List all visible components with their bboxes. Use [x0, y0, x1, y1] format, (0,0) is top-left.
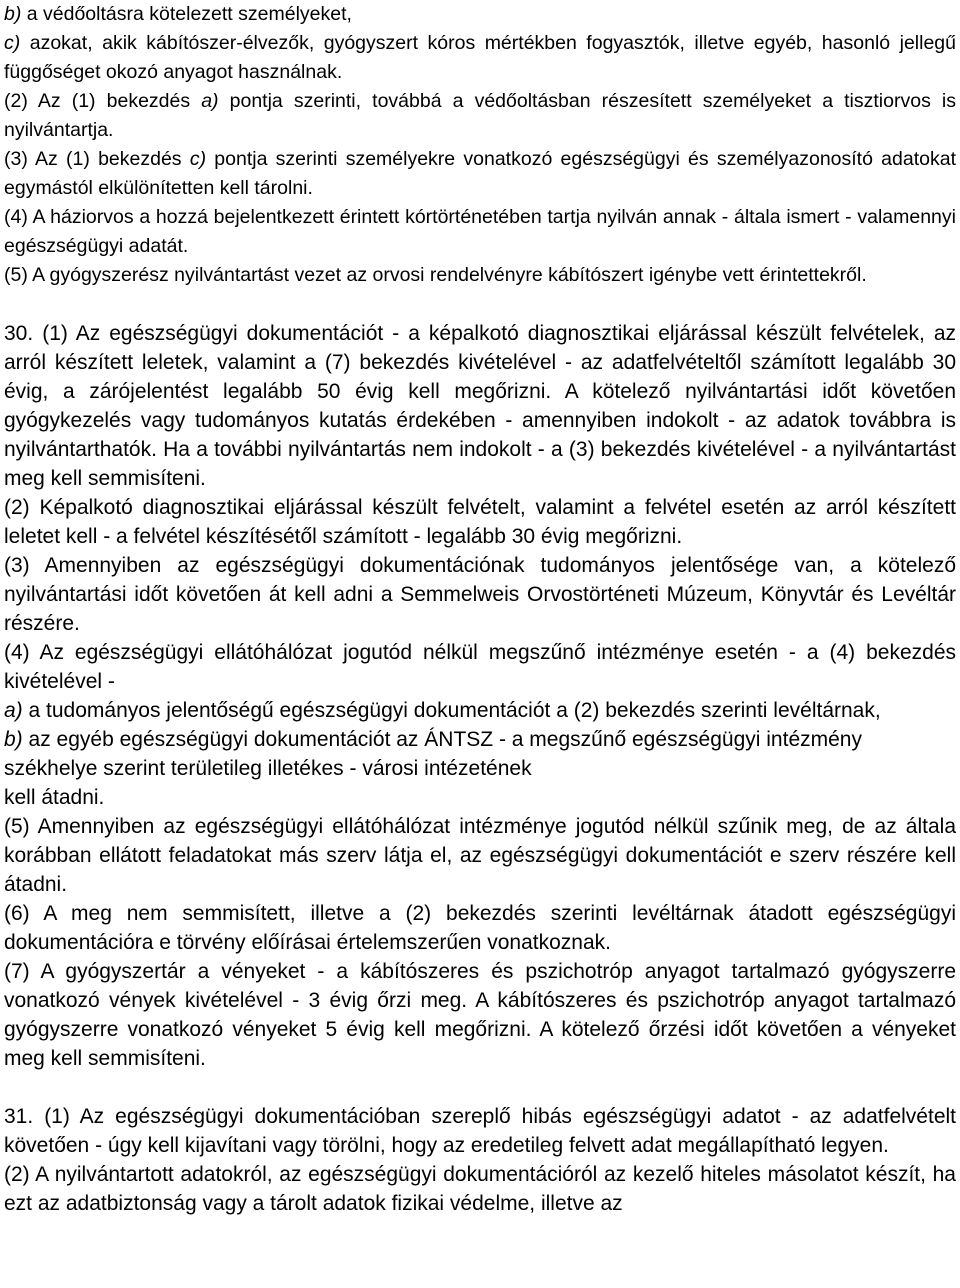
point-marker: a) [201, 90, 219, 112]
paragraph-text: pontja szerinti, továbbá a védőoltásban részesített személyeket a tisztiorvos is nyilvántartja. [4, 90, 956, 141]
paragraph-text: azokat, akik kábítószer-élvezők, gyógyszert kóros mértékben fogyasztók, illetve egyéb, hasonló jellegű függőséget okozó anyagot használnak. [4, 32, 956, 83]
paragraph-text: a tudományos jelentőségű egészségügyi dokumentációt a (2) bekezdés szerinti levéltárnak, [22, 699, 881, 722]
point-marker: a) [4, 699, 23, 722]
paragraph-text: (5) A gyógyszerész nyilvántartást vezet az orvosi rendelvényre kábítószert igénybe vett érintettekről. [4, 264, 867, 286]
point-marker: c) [189, 148, 207, 170]
paragraph [4, 638, 956, 696]
paragraph-text: (7) A gyógyszertár a vényeket - a kábítószeres és pszichotróp anyagot tartalmazó gyógyszerre vonatkozó vények kivételével - 3 évig őrzi meg. A kábítószeres és pszichotróp anyagot tartalmazó gyógyszerre vonatkozó vényeket 5 évig kell megőrizni. A kötelező őrzési időt követően a vényeket meg kell semmisíteni. [4, 960, 956, 1070]
paragraph-text: kell átadni. [4, 786, 105, 809]
section-30 [4, 319, 956, 1073]
paragraph [4, 1102, 956, 1160]
section-gap [4, 1073, 956, 1102]
paragraph-text: (4) Az egészségügyi ellátóhálózat jogutód nélkül megszűnő intézménye esetén - a (4) bekezdés kivételével - [4, 641, 956, 693]
point-marker: b) [4, 3, 22, 25]
paragraph-text: (1) Az egészségügyi dokumentációt - a képalkotó diagnosztikai eljárással készült felvételek, az arról készített leletek, valamint a (7) bekezdés kivételével - az adatfelvételtől számított legalább 30 évig, a zárójelentést legalább 50 évig kell megőrizni. A kötelező nyilvántartási időt követően gyógykezelés vagy tudományos kutatás érdekében - amennyiben indokolt - az adatok továbbra is nyilvántarthatók. Ha a további nyilvántartás nem indokolt - a (3) bekezdés kivételével - a nyilvántartást meg kell semmisíteni. [4, 322, 957, 490]
paragraph [4, 319, 956, 493]
paragraph [4, 1160, 956, 1218]
paragraph-text: (3) Amennyiben az egészségügyi dokumentációnak tudományos jelentősége van, a kötelező nyilvántartási időt követően át kell adni a Semmelweis Orvostörténeti Múzeum, Könyvtár és Levéltár részére. [4, 554, 956, 635]
paragraph [4, 551, 956, 638]
paragraph-text: (3) Az (1) bekezdés [4, 148, 190, 170]
section-gap [4, 290, 956, 319]
paragraph [4, 87, 956, 145]
paragraph-text: (2) Az (1) bekezdés [4, 90, 202, 112]
paragraph [4, 812, 956, 899]
paragraph-text: a védőoltásra kötelezett személyeket, [21, 3, 352, 25]
paragraph-text: 31. [4, 1105, 45, 1128]
paragraph [4, 0, 956, 29]
paragraph [4, 783, 956, 812]
section-29-continuation [4, 0, 956, 290]
point-marker: c) [4, 32, 21, 54]
paragraph-text: (2) A nyilvántartott adatokról, az egészségügyi dokumentációról az kezelő hiteles másolatot készít, ha ezt az adatbiztonság vagy a tárolt adatok fizikai védelme, illetve az [4, 1163, 956, 1215]
paragraph [4, 203, 956, 261]
paragraph [4, 957, 956, 1073]
paragraph [4, 696, 956, 725]
paragraph-text: pontja szerinti személyekre vonatkozó egészségügyi és személyazonosító adatokat egymástól elkülönítetten kell tárolni. [4, 148, 956, 199]
paragraph [4, 261, 956, 290]
paragraph-text: az egyéb egészségügyi dokumentációt az ÁNTSZ - a megszűnő egészségügyi intézmény székhelye szerint területileg illetékes - városi intézetének [4, 728, 862, 780]
paragraph-text: (6) A meg nem semmisített, illetve a (2) bekezdés szerinti levéltárnak átadott egészségügyi dokumentációra e törvény előírásai értelemszerűen vonatkoznak. [4, 902, 956, 954]
paragraph [4, 145, 956, 203]
paragraph [4, 493, 956, 551]
paragraph-text: (4) A háziorvos a hozzá bejelentkezett érintett kórtörténetében tartja nyilván annak - általa ismert - valamennyi egészségügyi adatát. [4, 206, 956, 257]
paragraph-text: (2) Képalkotó diagnosztikai eljárással készült felvételt, valamint a felvétel esetén az arról készített leletet kell - a felvétel készítésétől számított - legalább 30 évig megőrizni. [4, 496, 956, 548]
point-marker: b) [4, 728, 23, 751]
paragraph [4, 29, 956, 87]
paragraph-text: (1) Az egészségügyi dokumentációban szereplő hibás egészségügyi adatot - az adatfelvételt követően - úgy kell kijavítani vagy törölni, hogy az eredetileg felvett adat megállapítható legyen. [4, 1105, 957, 1157]
section-31 [4, 1102, 956, 1218]
paragraph-text: 30. [4, 322, 43, 345]
paragraph [4, 725, 956, 783]
paragraph-text: (5) Amennyiben az egészségügyi ellátóhálózat intézménye jogutód nélkül szűnik meg, de az általa korábban ellátott feladatokat más szerv látja el, az egészségügyi dokumentációt e szerv részére kell átadni. [4, 815, 956, 896]
paragraph [4, 899, 956, 957]
